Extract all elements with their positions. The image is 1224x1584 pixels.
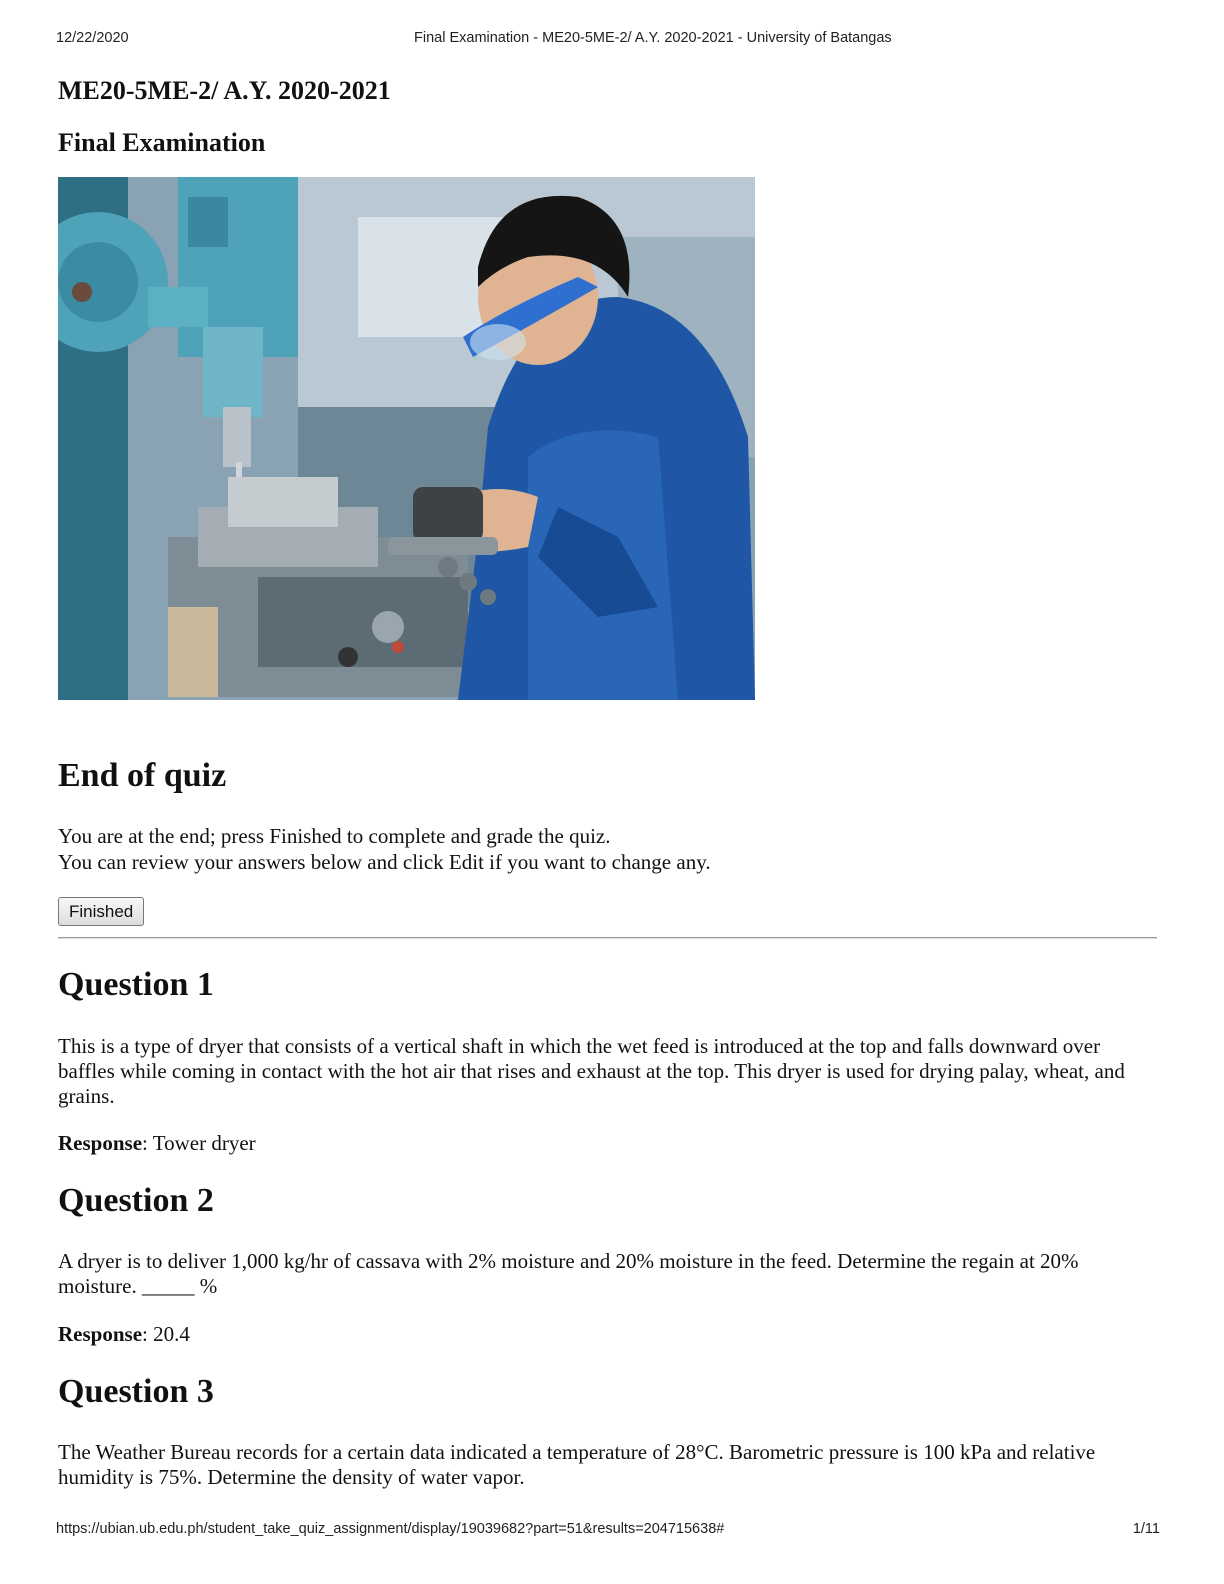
page-number: 1/11 [1132,1521,1160,1537]
machinist-illustration [58,177,755,700]
finished-button[interactable]: Finished [58,897,144,926]
hero-image [58,177,755,700]
course-title: ME20-5ME-2/ A.Y. 2020-2021 [58,76,391,105]
print-date: 12/22/2020 [56,30,129,46]
question-1-text: This is a type of dryer that consists of a vertical shaft in which the wet feed is introduced at the top and falls downward over baffles while coming in contact with the hot air that rises and exhaust at the top. This dryer is used for drying palay, wheat, and grains. [58,1034,1125,1108]
print-footer [56,1521,1160,1539]
question-3-text: The Weather Bureau records for a certain data indicated a temperature of 28°C. Barometric pressure is 100 kPa and relative humidity is 75%. Determine the density of water vapor. [58,1440,1096,1489]
end-of-quiz-heading: End of quiz [58,757,227,794]
print-url: https://ubian.ub.edu.ph/student_take_quiz_assignment/display/19039682?part=51&results=204715638# [56,1521,725,1537]
instruction-line-1: You are at the end; press Finished to complete and grade the quiz. [58,824,611,848]
question-2-response: Response: 20.4 [58,1322,190,1346]
question-3-heading: Question 3 [58,1373,214,1410]
quiz-title: Final Examination [58,128,266,157]
instruction-line-2: You can review your answers below and click Edit if you want to change any. [58,850,711,874]
print-page-title: Final Examination - ME20-5ME-2/ A.Y. 2020-2021 - University of Batangas [414,30,892,46]
response-label: Response [58,1322,143,1346]
question-1-response: Response: Tower dryer [58,1131,256,1155]
print-header [56,30,1160,48]
response-value: Tower dryer [152,1131,256,1155]
end-of-quiz-instructions [58,823,711,875]
question-1-heading: Question 1 [58,966,214,1003]
section-divider [58,937,1157,939]
response-label: Response [58,1131,143,1155]
question-2-text: A dryer is to deliver 1,000 kg/hr of cassava with 2% moisture and 20% moisture in the feed. Determine the regain at 20% moisture. _____ % [58,1249,1079,1298]
question-2-heading: Question 2 [58,1182,214,1219]
response-value: 20.4 [153,1322,190,1346]
